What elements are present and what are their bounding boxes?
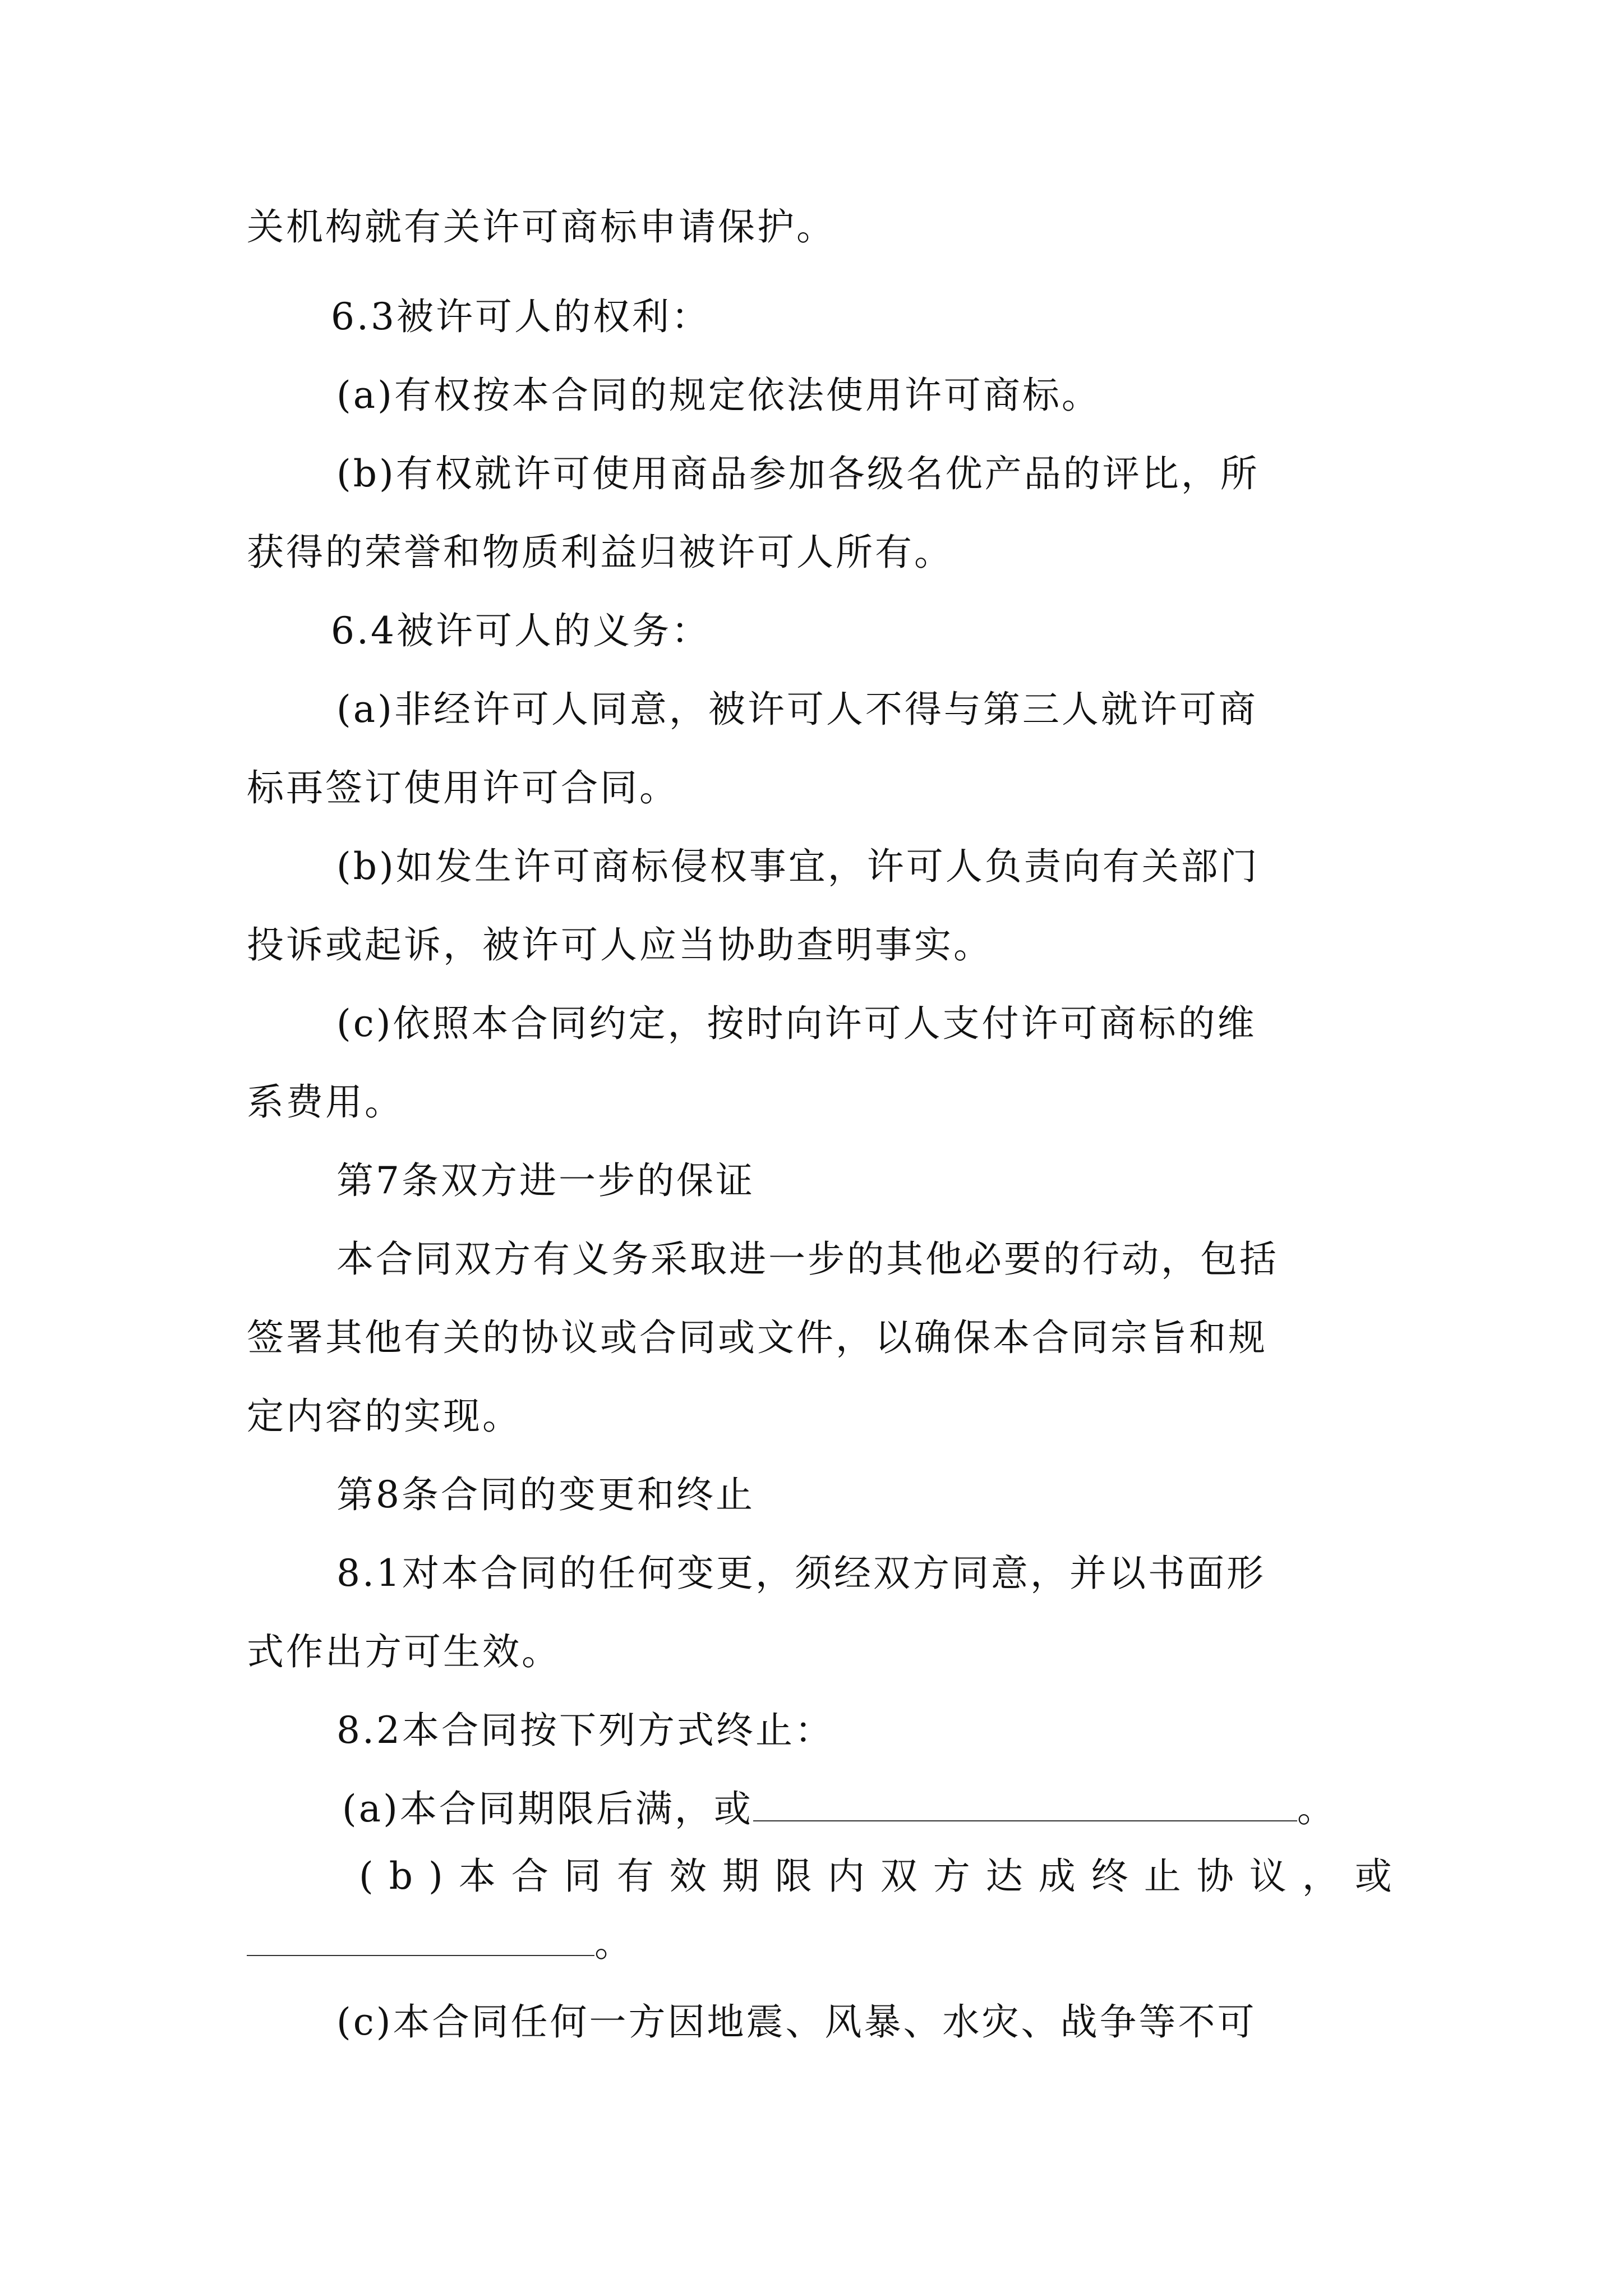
section-heading: 6.3被许可人的权利： xyxy=(331,295,711,338)
text-line: (c)依照本合同约定，按时向许可人支付许可商标的维 xyxy=(336,1002,1257,1045)
fill-in-blank xyxy=(753,1786,1297,1821)
text-line: (a)非经许可人同意，被许可人不得与第三人就许可商 xyxy=(336,688,1258,731)
text-line: (c)本合同任何一方因地震、风暴、水灾、战争等不可 xyxy=(336,2000,1257,2044)
text-line: 式作出方可生效。 xyxy=(247,1630,561,1673)
article-heading: 第8条合同的变更和终止 xyxy=(336,1473,755,1516)
text-line: (b)如发生许可商标侵权事宜，许可人负责向有关部门 xyxy=(336,845,1260,888)
text-line: 定内容的实现。 xyxy=(247,1395,522,1438)
text-line: 签署其他有关的协议或合同或文件，以确保本合同宗旨和规 xyxy=(247,1316,1267,1359)
text-line: 8.1对本合同的任何变更，须经双方同意，并以书面形 xyxy=(336,1552,1266,1595)
text-line: 系费用。 xyxy=(247,1080,404,1124)
section-heading: 6.4被许可人的义务： xyxy=(331,609,711,652)
clause-text: (a)本合同期限后满，或 xyxy=(342,1787,753,1830)
text-line: 标再签订使用许可合同。 xyxy=(247,766,679,809)
section-heading: 8.2本合同按下列方式终止： xyxy=(336,1709,834,1752)
article-heading: 第7条双方进一步的保证 xyxy=(336,1159,755,1202)
fill-in-blank xyxy=(247,1920,594,1956)
period-mark: 。 xyxy=(594,1922,634,1965)
text-line: 获得的荣誉和物质利益归被许可人所有。 xyxy=(247,531,953,574)
text-line: 本合同双方有义务采取进一步的其他必要的行动，包括 xyxy=(336,1237,1279,1281)
text-line: (b)本合同有效期限内双方达成终止协议，或 xyxy=(359,1855,1408,1898)
text-line: 投诉或起诉，被许可人应当协助查明事实。 xyxy=(247,923,993,967)
text-line xyxy=(247,1918,634,1969)
text-line: (b)有权就许可使用商品参加各级名优产品的评比，所 xyxy=(336,452,1260,495)
text-line: (a)有权按本合同的规定依法使用许可商标。 xyxy=(336,374,1101,417)
text-line: 关机构就有关许可商标申请保护。 xyxy=(247,205,836,249)
text-line xyxy=(342,1784,1336,1834)
period-mark: 。 xyxy=(1297,1787,1336,1830)
